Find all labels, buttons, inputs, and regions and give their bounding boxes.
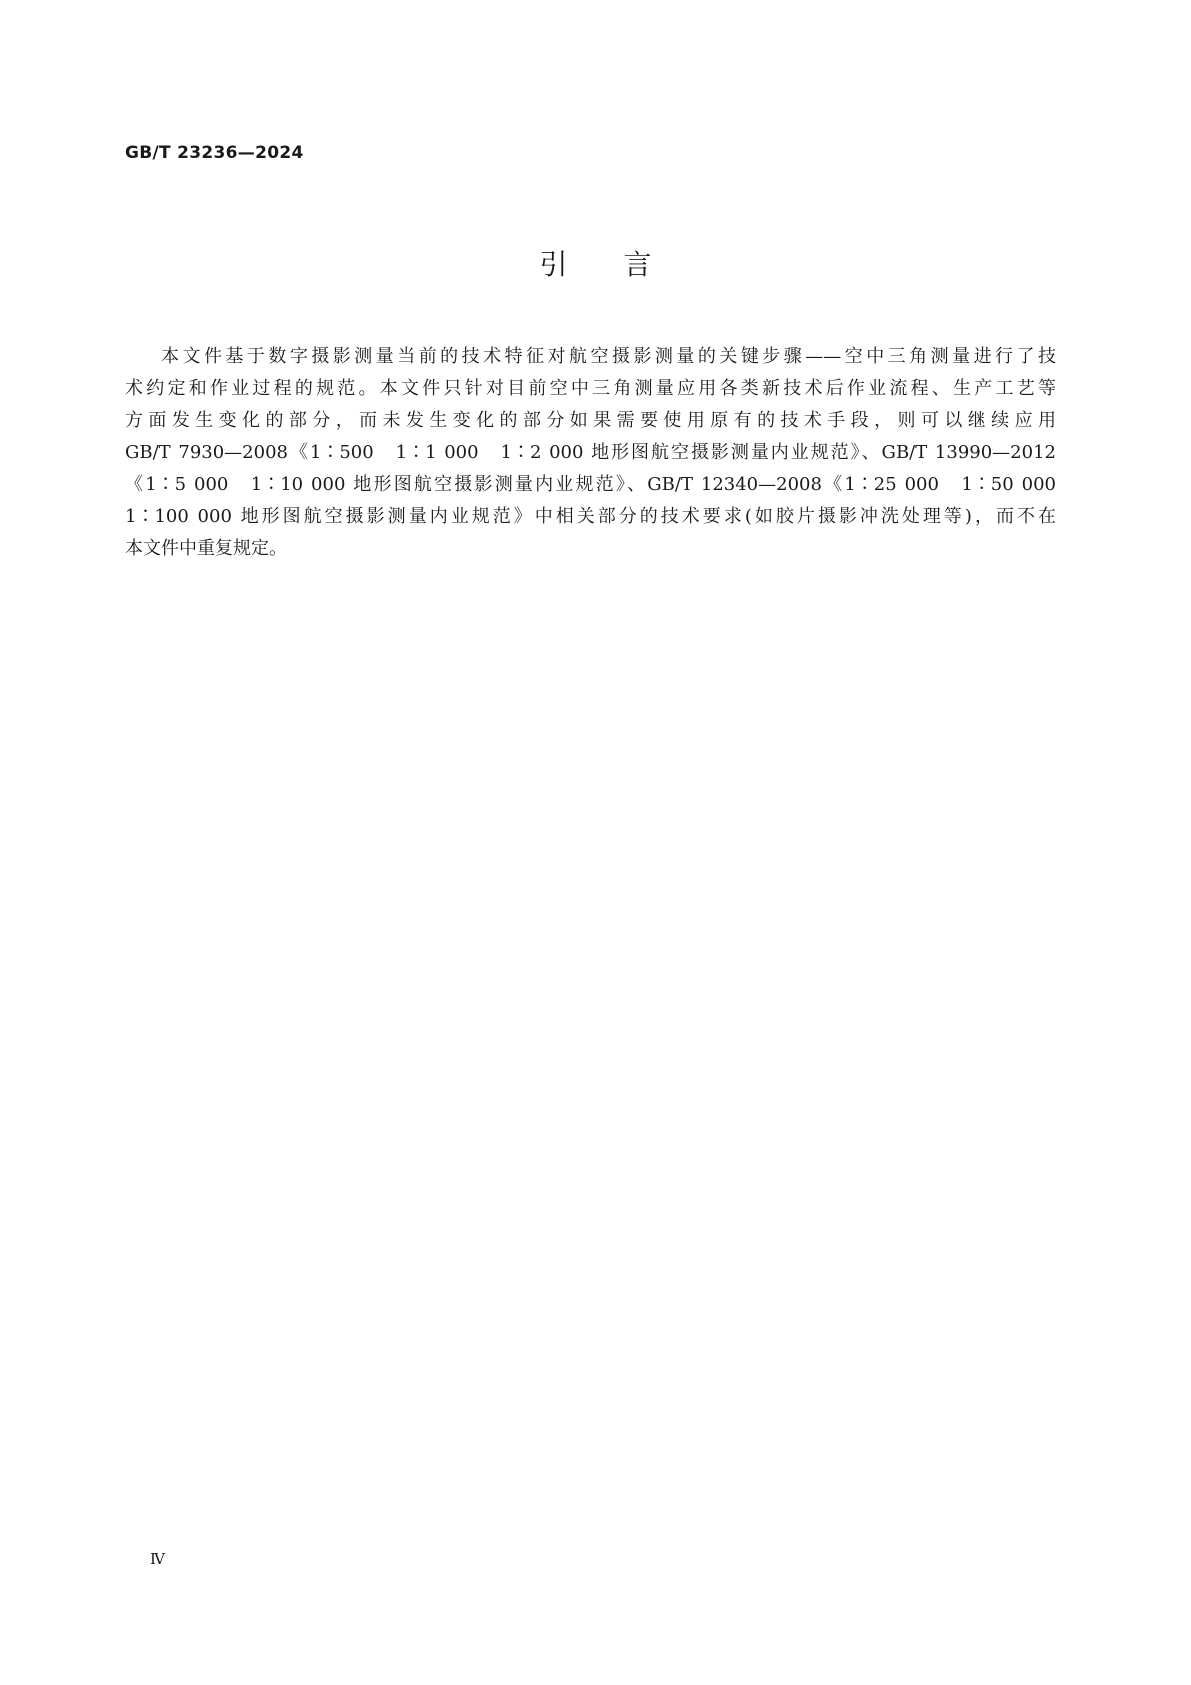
paragraph-line: 本文件中重复规定。 xyxy=(125,538,287,559)
paragraph-line: 术约定和作业过程的规范。本文件只针对目前空中三角测量应用各类新技术后作业流程、生产工艺等 xyxy=(125,378,1056,399)
paragraph-line: GB/T 7930—2008《1∶500 1∶1 000 1∶2 000 地形图航空摄影测量内业规范》、GB/T 13990—2012 xyxy=(125,442,1056,463)
introduction-paragraph xyxy=(125,341,1056,565)
paragraph-line: 《1∶5 000 1∶10 000 地形图航空摄影测量内业规范》、GB/T 12340—2008《1∶25 000 1∶50 000 xyxy=(125,474,1056,495)
paragraph-line: 1∶100 000 地形图航空摄影测量内业规范》中相关部分的技术要求(如胶片摄影冲洗处理等)，而不在 xyxy=(125,506,1056,527)
page-number: Ⅳ xyxy=(150,1550,165,1568)
paragraph-line: 本文件基于数字摄影测量当前的技术特征对航空摄影测量的关键步骤——空中三角测量进行了技 xyxy=(161,346,1056,367)
section-title: 引言 xyxy=(539,248,708,281)
paragraph-line: 方面发生变化的部分，而未发生变化的部分如果需要使用原有的技术手段，则可以继续应用 xyxy=(125,410,1056,431)
standard-code: GB/T 23236—2024 xyxy=(125,143,304,163)
